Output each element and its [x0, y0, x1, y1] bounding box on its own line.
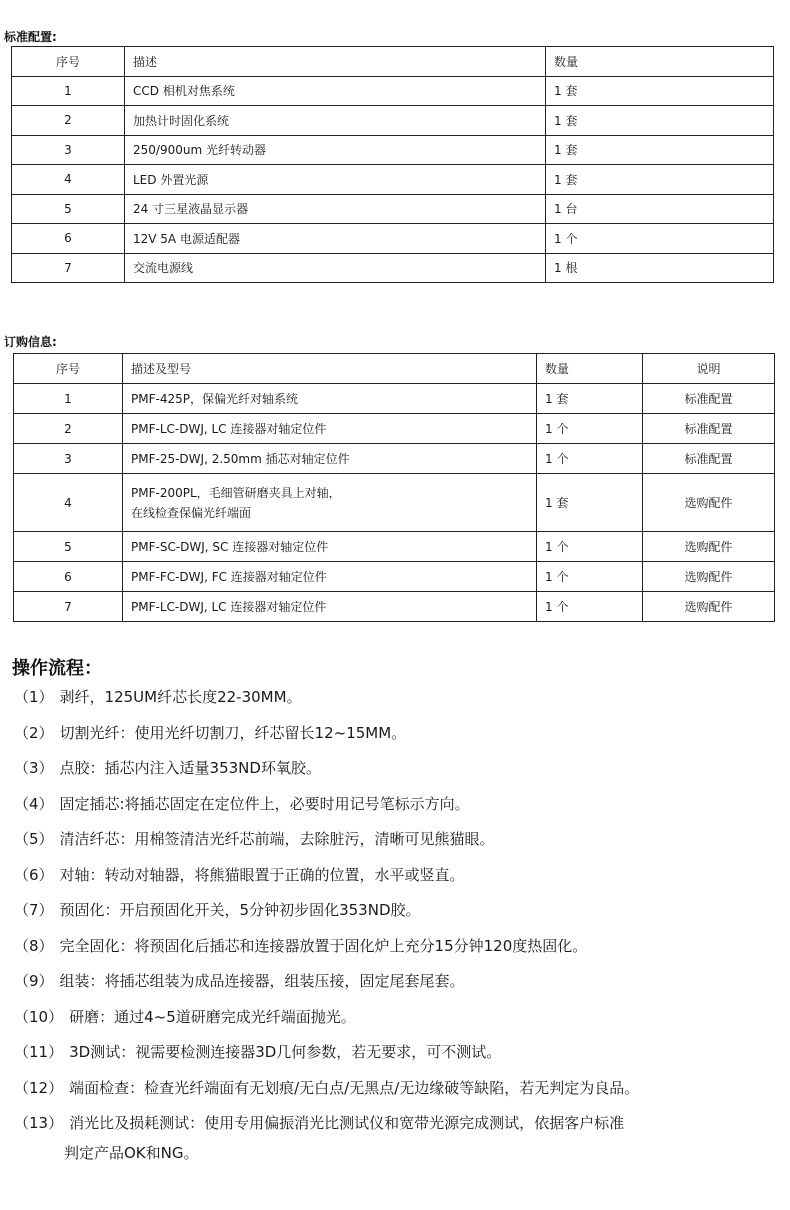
index-cell: 5	[12, 194, 125, 224]
procedure-step	[14, 1113, 790, 1163]
procedure-step	[14, 900, 790, 936]
step-number: （11）	[14, 1043, 64, 1061]
header-cell: 描述及型号	[123, 354, 537, 384]
index-cell: 4	[14, 474, 123, 532]
note-cell: 选购配件	[643, 562, 775, 592]
step-number: （6）	[14, 865, 54, 884]
model-cell: PMF-25-DWJ, 2.50mm 插芯对轴定位件	[123, 444, 537, 474]
table-row	[12, 76, 774, 106]
quantity-cell: 1 套	[537, 384, 643, 414]
table-row	[12, 106, 774, 136]
procedure-step	[14, 1007, 790, 1043]
step-number: （12）	[14, 1078, 64, 1097]
quantity-cell: 1 套	[546, 165, 774, 195]
standard-config-table	[11, 46, 774, 283]
procedure-step	[14, 794, 790, 830]
description-cell: 250/900um 光纤转动器	[125, 135, 546, 165]
table-header-row	[14, 354, 775, 384]
quantity-cell: 1 套	[546, 106, 774, 136]
table-row	[12, 165, 774, 195]
quantity-cell: 1 个	[537, 444, 643, 474]
index-cell: 3	[14, 444, 123, 474]
model-cell: PMF-SC-DWJ, SC 连接器对轴定位件	[123, 532, 537, 562]
step-text: 研磨：通过4~5道研磨完成光纤端面抛光。	[69, 1007, 356, 1026]
procedure-step	[14, 829, 790, 865]
step-text-continued: 判定产品OK和NG。	[64, 1144, 199, 1162]
procedure-title: 操作流程：	[12, 658, 102, 679]
index-cell: 2	[12, 106, 125, 136]
index-cell: 5	[14, 532, 123, 562]
header-cell: 描述	[125, 47, 546, 77]
order-info-label: 订购信息:	[4, 335, 57, 349]
note-cell: 标准配置	[643, 444, 775, 474]
description-cell: 24 寸三星液晶显示器	[125, 194, 546, 224]
description-cell: CCD 相机对焦系统	[125, 76, 546, 106]
model-cell: PMF-LC-DWJ, LC 连接器对轴定位件	[123, 414, 537, 444]
quantity-cell: 1 台	[546, 194, 774, 224]
procedure-step	[14, 723, 790, 759]
procedure-steps	[14, 687, 790, 1163]
description-cell: 交流电源线	[125, 253, 546, 283]
description-cell: 12V 5A 电源适配器	[125, 224, 546, 254]
procedure-step	[14, 758, 790, 794]
header-cell: 数量	[537, 354, 643, 384]
description-cell: 加热计时固化系统	[125, 106, 546, 136]
header-cell: 序号	[12, 47, 125, 77]
step-number: （8）	[14, 936, 54, 955]
step-text: 切割光纤：使用光纤切割刀，纤芯留长12~15MM。	[59, 723, 407, 742]
model-line-1: PMF-200PL，毛细管研磨夹具上对轴，	[131, 485, 341, 500]
header-cell: 数量	[546, 47, 774, 77]
procedure-step	[14, 971, 790, 1007]
quantity-cell: 1 个	[537, 592, 643, 622]
step-number: （5）	[14, 830, 54, 848]
note-cell: 选购配件	[643, 532, 775, 562]
header-cell: 序号	[14, 354, 123, 384]
step-text: 组装：将插芯组装为成品连接器，组装压接，固定尾套尾套。	[59, 972, 465, 990]
procedure-step	[14, 865, 790, 901]
index-cell: 3	[12, 135, 125, 165]
quantity-cell: 1 套	[546, 135, 774, 165]
model-line-2: 在线检查保偏光纤端面	[131, 505, 252, 520]
note-cell: 标准配置	[643, 384, 775, 414]
index-cell: 4	[12, 165, 125, 195]
model-cell: PMF-LC-DWJ, LC 连接器对轴定位件	[123, 592, 537, 622]
table-row	[14, 532, 775, 562]
note-cell: 选购配件	[643, 592, 775, 622]
quantity-cell: 1 个	[537, 532, 643, 562]
table-row	[14, 474, 775, 532]
step-text: 完全固化：将预固化后插芯和连接器放置于固化炉上充分15分钟120度热固化。	[59, 936, 588, 955]
index-cell: 6	[12, 224, 125, 254]
quantity-cell: 1 个	[537, 562, 643, 592]
procedure-step	[14, 936, 790, 972]
description-cell: LED 外置光源	[125, 165, 546, 195]
step-number: （7）	[14, 901, 54, 919]
step-text: 端面检查：检查光纤端面有无划痕/无白点/无黑点/无边缘破等缺陷，若无判定为良品。	[69, 1078, 640, 1097]
table-row	[14, 592, 775, 622]
procedure-step	[14, 1042, 790, 1078]
procedure-step	[14, 687, 790, 723]
index-cell: 1	[14, 384, 123, 414]
quantity-cell: 1 个	[546, 224, 774, 254]
step-text: 对轴：转动对轴器，将熊猫眼置于正确的位置，水平或竖直。	[59, 865, 465, 884]
model-cell: PMF-425P，保偏光纤对轴系统	[123, 384, 537, 414]
quantity-cell: 1 根	[546, 253, 774, 283]
step-text: 消光比及损耗测试：使用专用偏振消光比测试仪和宽带光源完成测试，依据客户标准	[69, 1114, 625, 1132]
step-number: （3）	[14, 759, 54, 777]
model-cell	[123, 474, 537, 532]
quantity-cell: 1 套	[537, 474, 643, 532]
step-text: 剥纤，125UM纤芯长度22-30MM。	[59, 688, 302, 706]
table-row	[14, 562, 775, 592]
index-cell: 7	[14, 592, 123, 622]
table-row	[14, 414, 775, 444]
quantity-cell: 1 套	[546, 76, 774, 106]
step-number: （4）	[14, 794, 54, 813]
note-cell: 选购配件	[643, 474, 775, 532]
step-number: （13）	[14, 1114, 64, 1132]
index-cell: 2	[14, 414, 123, 444]
step-number: （10）	[14, 1007, 64, 1026]
step-text: 预固化：开启预固化开关，5分钟初步固化353ND胶。	[59, 901, 421, 919]
step-text: 点胶：插芯内注入适量353ND环氧胶。	[59, 759, 321, 777]
step-number: （1）	[14, 688, 54, 706]
step-text: 清洁纤芯：用棉签清洁光纤芯前端，去除脏污，清晰可见熊猫眼。	[59, 830, 495, 848]
standard-config-label: 标准配置:	[4, 30, 57, 44]
index-cell: 1	[12, 76, 125, 106]
table-row	[12, 253, 774, 283]
procedure-step	[14, 1078, 790, 1114]
step-number: （2）	[14, 723, 54, 742]
index-cell: 7	[12, 253, 125, 283]
table-row	[12, 224, 774, 254]
step-text: 3D测试：视需要检测连接器3D几何参数，若无要求，可不测试。	[69, 1043, 502, 1061]
model-cell: PMF-FC-DWJ, FC 连接器对轴定位件	[123, 562, 537, 592]
table-row	[14, 384, 775, 414]
table-row	[12, 194, 774, 224]
order-info-table	[13, 353, 775, 622]
table-row	[12, 135, 774, 165]
table-row	[14, 444, 775, 474]
step-text: 固定插芯:将插芯固定在定位件上，必要时用记号笔标示方向。	[59, 794, 470, 813]
table-header-row	[12, 47, 774, 77]
quantity-cell: 1 个	[537, 414, 643, 444]
header-cell: 说明	[643, 354, 775, 384]
step-number: （9）	[14, 972, 54, 990]
note-cell: 标准配置	[643, 414, 775, 444]
index-cell: 6	[14, 562, 123, 592]
